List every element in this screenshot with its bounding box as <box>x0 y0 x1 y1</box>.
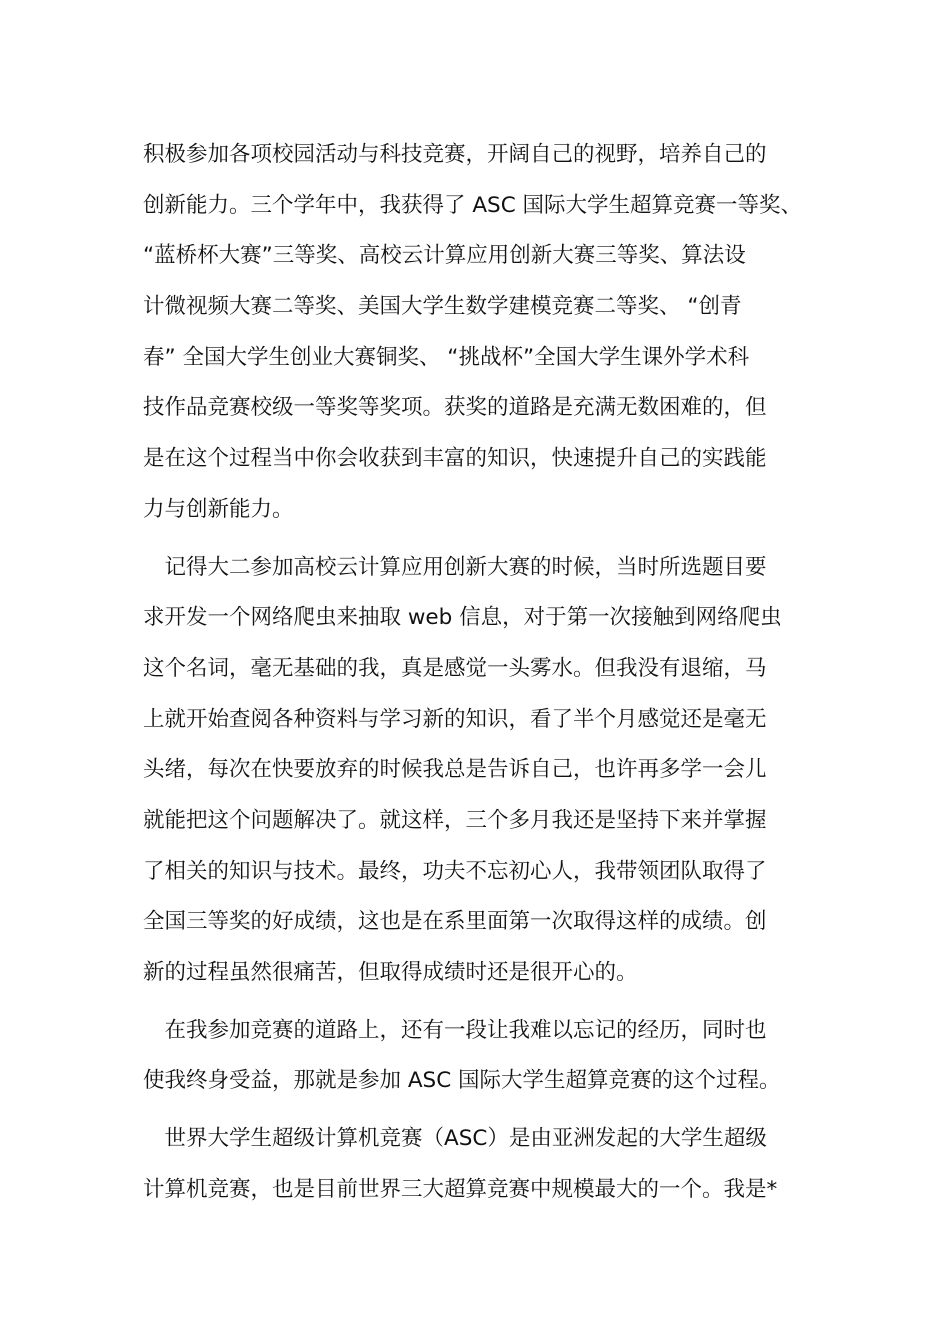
text-line: “蓝桥杯大赛”三等奖、高校云计算应用创新大赛三等奖、算法设 <box>143 243 746 269</box>
text-line: 这个名词，毫无基础的我，真是感觉一头雾水。但我没有退缩，马 <box>143 655 767 681</box>
paragraph-gap <box>143 999 813 1006</box>
text-line: 创新能力。三个学年中，我获得了 ASC 国际大学生超算竞赛一等奖、 <box>143 192 803 218</box>
text-line: 头绪，每次在快要放弃的时候我总是告诉自己，也许再多学一会儿 <box>143 757 767 783</box>
text-line: 在我参加竞赛的道路上，还有一段让我难以忘记的经历，同时也 <box>143 1017 767 1043</box>
body-text <box>143 130 813 1215</box>
text-line: 是在这个过程当中你会收获到丰富的知识，快速提升自己的实践能 <box>143 446 767 472</box>
text-line: 新的过程虽然很痛苦，但取得成绩时还是很开心的。 <box>143 960 638 985</box>
text-line: 技作品竞赛校级一等奖等奖项。获奖的道路是充满无数困难的，但 <box>143 395 767 421</box>
paragraph-awards <box>143 130 813 536</box>
text-line: 力与创新能力。 <box>143 496 294 522</box>
text-line: 春” 全国大学生创业大赛铜奖、 “挑战杯”全国大学生课外学术科 <box>143 344 750 370</box>
text-line: 积极参加各项校园活动与科技竞赛，开阔自己的视野，培养自己的 <box>143 142 767 167</box>
text-line: 记得大二参加高校云计算应用创新大赛的时候，当时所选题目要 <box>143 554 767 580</box>
text-line: 全国三等奖的好成绩，这也是在系里面第一次取得这样的成绩。创 <box>143 909 767 935</box>
text-line: 求开发一个网络爬虫来抽取 web 信息，对于第一次接触到网络爬虫 <box>143 605 782 631</box>
paragraph-asc-description <box>143 1114 813 1215</box>
text-line: 了相关的知识与技术。最终，功夫不忘初心人，我带领团队取得了 <box>143 858 767 884</box>
text-line: 世界大学生超级计算机竞赛（ASC）是由亚洲发起的大学生超级 <box>143 1126 767 1152</box>
paragraph-gap <box>143 1107 813 1114</box>
text-line: 上就开始查阅各种资料与学习新的知识，看了半个月感觉还是毫无 <box>143 706 767 732</box>
text-line: 计微视频大赛二等奖、美国大学生数学建模竞赛二等奖、 “创青 <box>143 294 742 320</box>
paragraph-cloud-contest <box>143 543 813 999</box>
text-line: 使我终身受益，那就是参加 ASC 国际大学生超算竞赛的这个过程。 <box>143 1068 781 1094</box>
text-line: 就能把这个问题解决了。就这样，三个多月我还是坚持下来并掌握 <box>143 807 767 833</box>
paragraph-gap <box>143 536 813 543</box>
text-line: 计算机竞赛，也是目前世界三大超算竞赛中规模最大的一个。我是* <box>143 1176 778 1202</box>
paragraph-asc-intro <box>143 1006 813 1107</box>
